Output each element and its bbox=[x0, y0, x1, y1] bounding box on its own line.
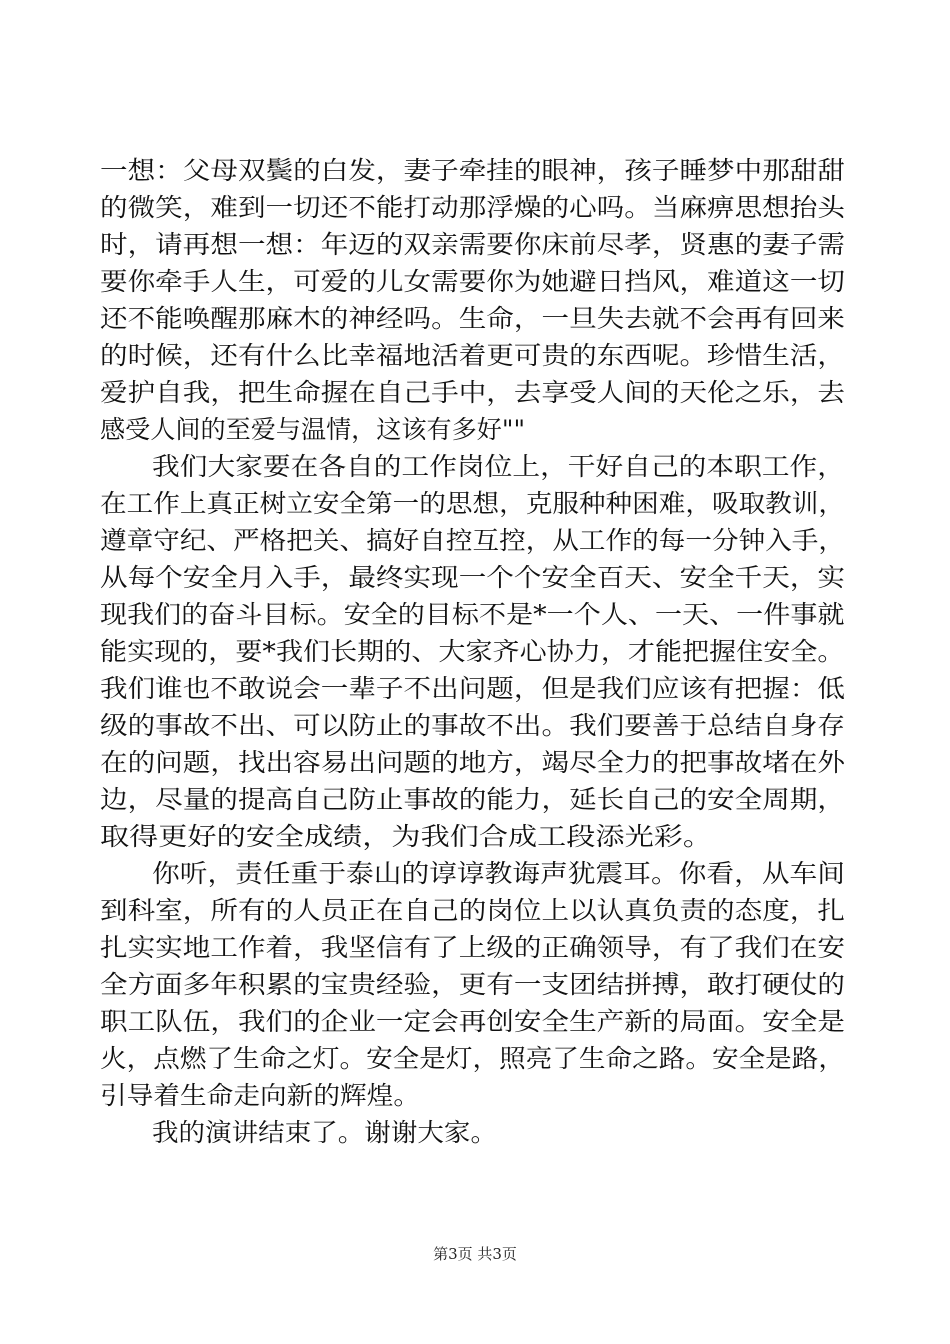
page-number-footer: 第3页 共3页 bbox=[433, 1245, 517, 1263]
text-line: 在的问题，找出容易出问题的地方，竭尽全力的把事故堵在外 bbox=[100, 748, 846, 777]
text-line: 全方面多年积累的宝贵经验，更有一支团结拼搏，敢打硬仗的 bbox=[100, 970, 846, 999]
text-line: 我们谁也不敢说会一辈子不出问题，但是我们应该有把握：低 bbox=[100, 674, 846, 703]
text-line: 边，尽量的提高自己防止事故的能力，延长自己的安全周期， bbox=[100, 785, 846, 814]
text-line: 你听，责任重于泰山的谆谆教诲声犹震耳。你看，从车间 bbox=[152, 859, 846, 888]
text-line: 我的演讲结束了。谢谢大家。 bbox=[152, 1118, 498, 1147]
text-line: 遵章守纪、严格把关、搞好自控互控，从工作的每一分钟入手， bbox=[100, 526, 846, 555]
text-line: 到科室，所有的人员正在自己的岗位上以认真负责的态度，扎 bbox=[100, 896, 846, 925]
text-line: 级的事故不出、可以防止的事故不出。我们要善于总结自身存 bbox=[100, 711, 846, 740]
text-line: 一想：父母双鬓的白发，妻子牵挂的眼神，孩子睡梦中那甜甜 bbox=[100, 156, 846, 185]
text-line: 的微笑，难到一切还不能打动那浮燥的心吗。当麻痹思想抬头 bbox=[100, 193, 846, 222]
text-line: 的时候，还有什么比幸福地活着更可贵的东西呢。珍惜生活， bbox=[100, 341, 846, 370]
text-line: 感受人间的至爱与温情，这该有多好"" bbox=[100, 415, 525, 444]
text-line: 现我们的奋斗目标。安全的目标不是*一个人、一天、一件事就 bbox=[100, 600, 845, 629]
text-line: 时，请再想一想：年迈的双亲需要你床前尽孝，贤惠的妻子需 bbox=[100, 230, 846, 259]
text-line: 火，点燃了生命之灯。安全是灯，照亮了生命之路。安全是路， bbox=[100, 1044, 846, 1073]
text-line: 职工队伍，我们的企业一定会再创安全生产新的局面。安全是 bbox=[100, 1007, 846, 1036]
text-line: 我们大家要在各自的工作岗位上，干好自己的本职工作， bbox=[152, 452, 846, 481]
text-line: 在工作上真正树立安全第一的思想，克服种种困难，吸取教训， bbox=[100, 489, 846, 518]
text-line: 取得更好的安全成绩，为我们合成工段添光彩。 bbox=[100, 822, 713, 851]
text-line: 还不能唤醒那麻木的神经吗。生命，一旦失去就不会再有回来 bbox=[100, 304, 846, 333]
text-line: 爱护自我，把生命握在自己手中，去享受人间的天伦之乐，去 bbox=[100, 378, 846, 407]
text-line: 从每个安全月入手，最终实现一个个安全百天、安全千天，实 bbox=[100, 563, 846, 592]
text-line: 扎实实地工作着，我坚信有了上级的正确领导，有了我们在安 bbox=[100, 933, 846, 962]
text-line: 能实现的，要*我们长期的、大家齐心协力，才能把握住安全。 bbox=[100, 637, 845, 666]
text-line: 引导着生命走向新的辉煌。 bbox=[100, 1081, 421, 1110]
text-line: 要你牵手人生，可爱的儿女需要你为她避日挡风，难道这一切 bbox=[100, 267, 846, 296]
